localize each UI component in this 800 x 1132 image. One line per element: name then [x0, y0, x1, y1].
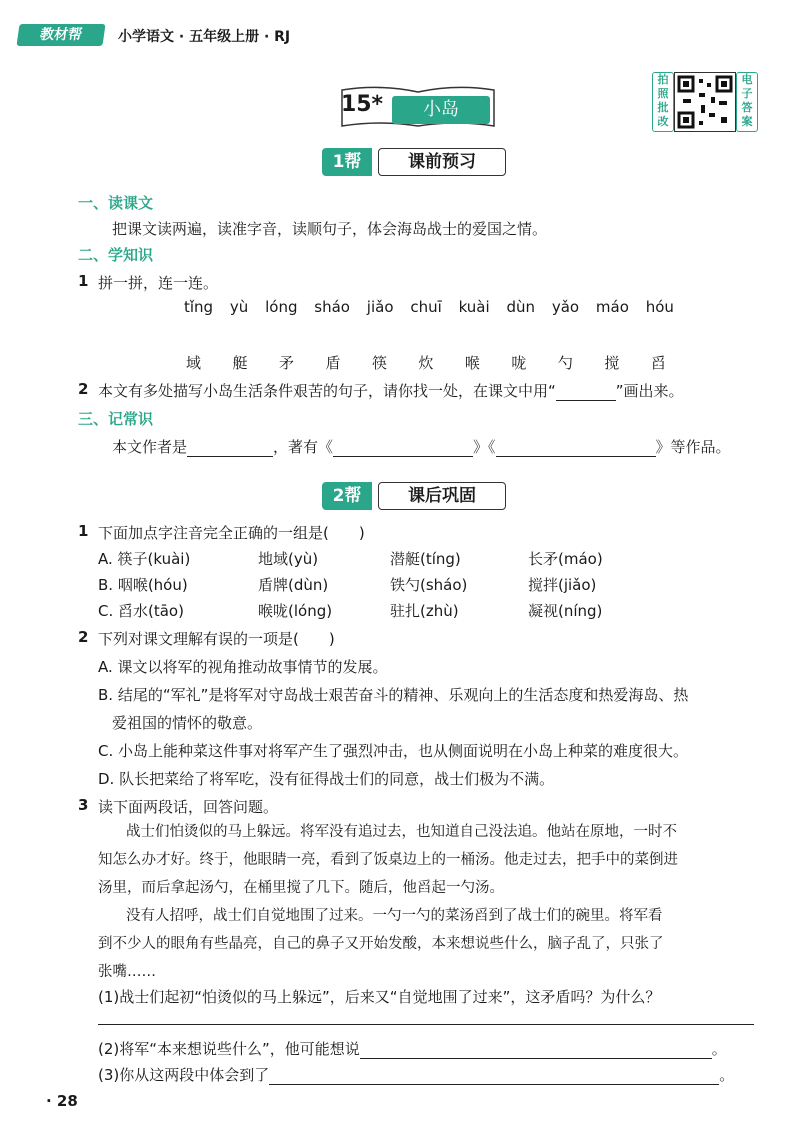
pinyin-item[interactable]: kuài [458, 298, 490, 316]
pinyin-item[interactable]: lóng [265, 298, 298, 316]
s2-q2-option-c[interactable]: C. 小岛上能种菜这件事对将军产生了强烈冲击，也从侧面说明在小岛上种菜的难度很大。 [98, 742, 689, 760]
part3-title: 三、记常识 [78, 410, 154, 428]
s1-q3-text-b: ，著有《 [273, 438, 334, 456]
s1-q2-line [98, 380, 684, 401]
part1-text: 把课文读两遍，读准字音，读顺句子，体会海岛战士的爱国之情。 [112, 220, 548, 238]
option-b-4: 搅拌(jiǎo) [528, 576, 597, 594]
pinyin-item[interactable]: tǐng [184, 298, 214, 316]
option-c-4: 凝视(níng) [528, 602, 603, 620]
sub2-text: (2)将军“本来想说些什么”，他可能想说 [98, 1040, 360, 1058]
char-item[interactable]: 盾 [325, 354, 341, 372]
passage-line: 知怎么办才好。终于，他眼睛一亮，看到了饭桌边上的一桶汤。他走过去，把手中的菜倒进 [98, 852, 678, 868]
section2-title: 课后巩固 [378, 482, 506, 510]
part1-title: 一、读课文 [78, 194, 154, 212]
lesson-title: 小岛 [392, 96, 490, 124]
sub3-text: (3)你从这两段中体会到了 [98, 1066, 270, 1084]
answer-blank-3[interactable] [269, 1066, 719, 1085]
option-b-2: 盾牌(dùn) [258, 576, 329, 594]
char-item[interactable]: 筷 [371, 354, 387, 372]
option-c-2: 喉咙(lóng) [258, 602, 333, 620]
option-b-1[interactable]: B. 咽喉(hóu) [98, 576, 188, 594]
char-item[interactable]: 矛 [278, 354, 294, 372]
pinyin-item[interactable]: yǎo [551, 298, 580, 316]
char-item[interactable]: 搅 [604, 354, 620, 372]
char-item[interactable]: 勺 [557, 354, 573, 372]
sub-question-1: (1)战士们起初“怕烫似的马上躲远”，后来又“自觉地围了过来”，这矛盾吗？为什么？ [98, 988, 661, 1006]
s1-q2-text: 本文有多处描写小岛生活条件艰苦的句子，请你找一处，在课文中用“ [98, 382, 556, 400]
work2-blank[interactable] [496, 438, 656, 457]
pinyin-item[interactable]: chuī [410, 298, 442, 316]
reading-passage [98, 818, 758, 986]
s2-q2-number: 2 [78, 628, 89, 646]
s1-q1-text: 拼一拼，连一连。 [98, 274, 219, 292]
s1-q3-line [112, 436, 731, 457]
passage-line: 张嘴…… [98, 964, 156, 980]
s2-q2-option-d[interactable]: D. 队长把菜给了将军吃，没有征得战士们的同意，战士们极为不满。 [98, 770, 555, 788]
pinyin-item[interactable]: máo [595, 298, 629, 316]
pinyin-item[interactable]: dùn [506, 298, 536, 316]
sub2-end: 。 [711, 1040, 727, 1058]
section1-title: 课前预习 [378, 148, 506, 176]
s1-q2-text-end: ”画出来。 [615, 382, 684, 400]
s1-q1-number: 1 [78, 272, 89, 290]
passage-line: 战士们怕烫似的马上躲远。将军没有追过去，也知道自己没法追。他站在原地，一时不 [126, 824, 677, 840]
option-a-1[interactable]: A. 筷子(kuài) [98, 550, 191, 568]
pinyin-item[interactable]: jiǎo [366, 298, 394, 316]
option-c-3: 驻扎(zhù) [390, 602, 459, 620]
photo-correct-tag: 拍照批改 [652, 72, 674, 132]
s2-q2-option-a[interactable]: A. 课文以将军的视角推动故事情节的发展。 [98, 658, 388, 676]
passage-line: 没有人招呼，战士们自觉地围了过来。一勺一勺的菜汤舀到了战士们的碗里。将军看 [126, 908, 663, 924]
s1-q3-text: 本文作者是 [112, 438, 188, 456]
work1-blank[interactable] [333, 438, 473, 457]
pinyin-item[interactable]: yù [229, 298, 249, 316]
char-item[interactable]: 咙 [511, 354, 527, 372]
s2-q1-number: 1 [78, 522, 89, 540]
answer-blank-2[interactable] [360, 1040, 712, 1059]
brand-logo: 教材帮 [16, 24, 105, 46]
s1-q2-blank[interactable] [556, 382, 616, 401]
option-a-3: 潜艇(tíng) [390, 550, 461, 568]
char-item[interactable]: 喉 [464, 354, 480, 372]
answer-line-1[interactable] [98, 1024, 754, 1025]
s1-q3-text-d: 》等作品。 [655, 438, 731, 456]
option-b-3: 铁勺(sháo) [390, 576, 468, 594]
s2-q3-number: 3 [78, 796, 89, 814]
char-item[interactable]: 域 [186, 354, 202, 372]
s1-q3-text-c: 》《 [473, 438, 496, 456]
s2-q3-text: 读下面两段话，回答问题。 [98, 798, 279, 816]
pinyin-item[interactable]: hóu [645, 298, 674, 316]
option-a-4: 长矛(máo) [528, 550, 603, 568]
section2-badge: 2帮 [322, 482, 372, 510]
page-number: · 28 [46, 1092, 78, 1110]
option-a-2: 地域(yù) [258, 550, 319, 568]
section1-badge: 1帮 [322, 148, 372, 176]
passage-line: 汤里，而后拿起汤勺，在桶里搅了几下。随后，他舀起一勺汤。 [98, 880, 504, 896]
lesson-number: 15* [340, 92, 384, 117]
answer-tag: 电子答案 [736, 72, 758, 132]
author-blank[interactable] [187, 438, 273, 457]
part2-title: 二、学知识 [78, 246, 154, 264]
char-item[interactable]: 艇 [232, 354, 248, 372]
sub-question-2 [98, 1038, 727, 1059]
pinyin-item[interactable]: sháo [314, 298, 350, 316]
char-item[interactable]: 炊 [418, 354, 434, 372]
passage-line: 到不少人的眼角有些晶亮，自己的鼻子又开始发酸，本来想说些什么，脑子乱了，只张了 [98, 936, 664, 952]
s2-q1-text: 下面加点字注音完全正确的一组是( ) [98, 524, 365, 542]
option-c-1[interactable]: C. 舀水(tāo) [98, 602, 184, 620]
s2-q2-option-b[interactable]: B. 结尾的“军礼”是将军对守岛战士艰苦奋斗的精神、乐观向上的生活态度和热爱海岛、热 [98, 686, 689, 704]
pinyin-row [184, 298, 674, 316]
sub3-end: 。 [719, 1066, 735, 1084]
s2-q2-text: 下列对课文理解有误的一项是( ) [98, 630, 335, 648]
series-title: 小学语文 · 五年级上册 · RJ [118, 29, 291, 45]
char-item[interactable]: 舀 [650, 354, 666, 372]
s1-q2-number: 2 [78, 380, 89, 398]
sub-question-3 [98, 1064, 734, 1085]
qr-code-icon[interactable] [674, 72, 736, 132]
s2-q2-option-b-cont: 爱祖国的情怀的敬意。 [112, 714, 263, 732]
char-row [186, 352, 666, 373]
